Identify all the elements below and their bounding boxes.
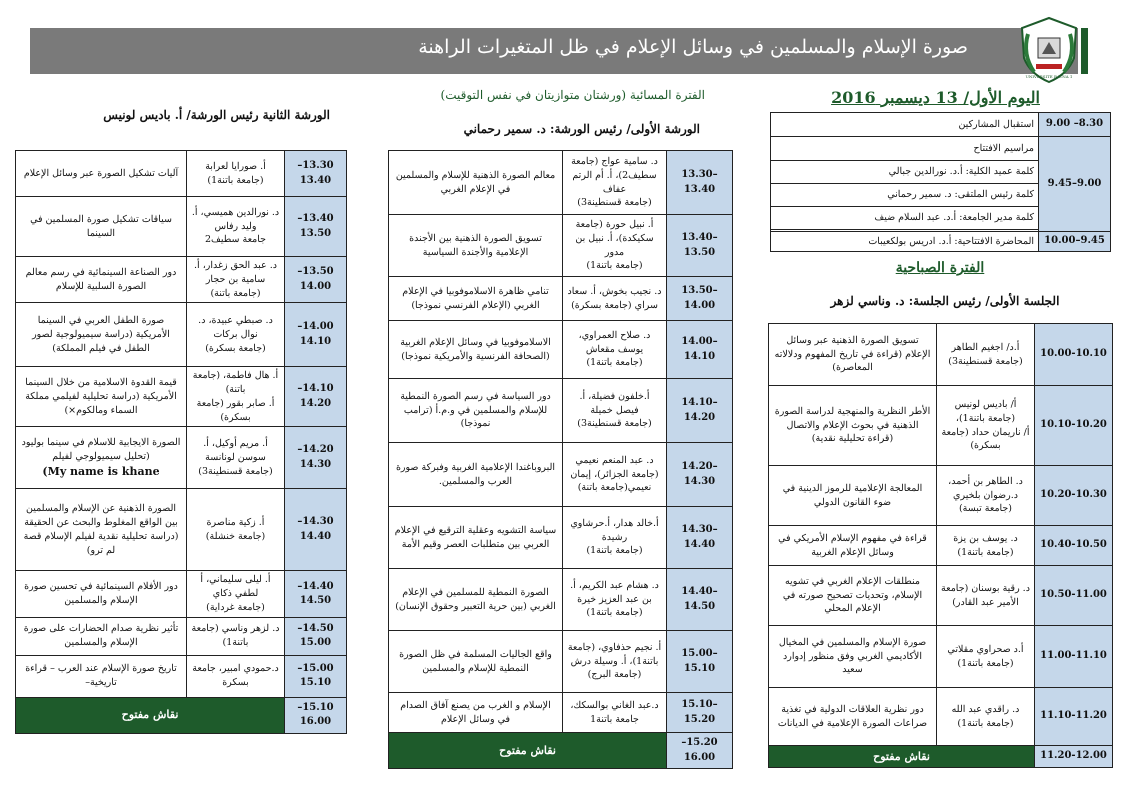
speaker-cell xyxy=(937,466,1035,526)
time-cell: 10.00-10.10 xyxy=(1035,324,1113,386)
speaker-name: أ. نبيل حورة (جامعة سكيكدة)، أ. نبيل بن مدور xyxy=(575,218,654,258)
speaker-name: د. صلاح العمراوي، يوسف مقعاش xyxy=(578,329,651,355)
speaker-name: د. سامية عواج (جامعة سطيف2)، أ. أم الرتم عفاف xyxy=(571,155,658,195)
time-cell xyxy=(285,655,347,697)
speaker-cell: د. راقدي عبد الله (جامعة باتنة1) xyxy=(937,688,1035,746)
topic-cell xyxy=(16,427,187,489)
opening-table xyxy=(770,112,1111,252)
university-logo xyxy=(1016,14,1082,86)
speaker-name: د. صبطي عبيدة، د. نوال بركات xyxy=(198,315,273,340)
speaker-affiliation: (جامعة باتنة1) xyxy=(586,260,643,272)
conference-title: صورة الإسلام والمسلمين في وسائل الإعلام في ظل المتغيرات الراهنة xyxy=(418,36,968,58)
time-cell: 11.20-12.00 xyxy=(1035,746,1113,768)
speaker-cell: د. رقية بوسنان (جامعة الأمير عبد القادر) xyxy=(937,566,1035,626)
time-end: 15.10 xyxy=(299,677,332,689)
speaker-name: أ.خالد هدار، أ.حرشاوي رشيدة xyxy=(570,517,659,543)
topic-cell: منطلقات الإعلام الغربي في تشويه الإسلام، وتحديات تصحيح صورته في الإعلام المحلي xyxy=(769,566,937,626)
time-start: 15.00– xyxy=(681,648,718,659)
time-start: –13.30 xyxy=(297,160,334,171)
time-start: –14.20 xyxy=(297,444,334,456)
time-end: 15.10 xyxy=(683,662,716,674)
speaker-cell: د. لزهر وناسي (جامعة باتنة1) xyxy=(187,617,285,655)
speaker-cell xyxy=(563,151,667,215)
accent-bar xyxy=(1081,28,1088,74)
speaker-cell xyxy=(563,631,667,693)
speaker-cell: أ.د صحراوي مقلاتي (جامعة باتنة1) xyxy=(937,626,1035,688)
time-cell: 9.45–10.00 xyxy=(1039,232,1111,252)
workshop1-table xyxy=(388,150,733,769)
time-end: 14.10 xyxy=(299,335,332,347)
workshop2-table xyxy=(15,150,347,734)
time-cell xyxy=(667,443,733,507)
opening-item: كلمة مدير الجامعة: أ.د. عبد السلام ضيف xyxy=(771,207,1039,230)
topic-cell: المعالجة الإعلامية للرموز الدينية في ضوء القانون الدولي xyxy=(769,466,937,526)
time-end: 15.20 xyxy=(683,713,716,725)
time-cell xyxy=(667,151,733,215)
speaker-cell xyxy=(937,386,1035,466)
topic-cell: دور الأفلام السينمائية في تحسين صورة الإسلام والمسلمين xyxy=(16,571,187,617)
topic-cell: صورة الطفل العربي في السينما الأمريكية (دراسة سيميولوجية لصور الطفل في فيلم المملكة) xyxy=(16,303,187,367)
speaker-name: د. نورالدين هميسي، أ. وليد رفاس xyxy=(191,206,280,232)
time-start: –14.40 xyxy=(297,580,334,592)
time-start: –14.00 xyxy=(297,321,334,333)
speaker-name: د. الطاهر بن أحمد، xyxy=(948,475,1023,487)
time-end: 15.00 xyxy=(299,637,332,649)
morning-title: الفترة الصباحية xyxy=(895,260,985,276)
time-cell xyxy=(667,569,733,631)
speaker-affiliation: (جامعة باتنة1) xyxy=(586,545,643,557)
speaker-name: أ/ باديس لونيس (جامعة باتنة1)، xyxy=(954,398,1017,424)
open-discussion: نقاش مفتوح xyxy=(16,697,285,733)
topic-cell: صورة الإسلام والمسلمين في المخيال الأكاديمي الغربي وفق منظور إدوارد سعيد xyxy=(769,626,937,688)
speaker-cell: د. هشام عبد الكريم، أ. بن عبد العزيز خيرة (جامعة باتنة1) xyxy=(563,569,667,631)
topic-cell: الأطر النظرية والمنهجية لدراسة الصورة الذهنية في بحوث الإعلام والاتصال (قراءة تحليلية نقدية) xyxy=(769,386,937,466)
time-end: 14.00 xyxy=(683,299,716,311)
time-cell xyxy=(667,215,733,277)
time-end: 13.50 xyxy=(299,227,332,239)
speaker-cell xyxy=(563,507,667,569)
time-cell xyxy=(285,617,347,655)
morning-table xyxy=(768,323,1113,768)
speaker-name: أ.خلفون فضيلة، أ. فيصل خميلة xyxy=(579,390,650,416)
time-cell xyxy=(285,367,347,427)
film-title: My name is khane) xyxy=(42,464,160,478)
header-banner xyxy=(30,28,1078,74)
speaker-affiliation: جامعة سطيف2 xyxy=(204,234,267,246)
speaker-cell xyxy=(563,215,667,277)
speaker-cell: د.حمودي امبير، جامعة بسكرة xyxy=(187,655,285,697)
time-cell: 11.10-11.20 xyxy=(1035,688,1113,746)
topic-cell: قراءة في مفهوم الإسلام الأمريكي في وسائل الإعلام الغربية xyxy=(769,526,937,566)
opening-item: استقبال المشاركين xyxy=(771,113,1039,137)
time-start: –13.40 xyxy=(297,213,334,224)
topic-cell: الإسلام و الغرب من يصنع آفاق الصدام في وسائل الإعلام xyxy=(389,693,563,733)
time-cell xyxy=(667,379,733,443)
time-end: 16.00 xyxy=(683,751,716,763)
time-start: –14.50 xyxy=(297,622,334,634)
time-cell: 10.40-10.50 xyxy=(1035,526,1113,566)
morning-session-head: الجلسة الأولى/ رئيس الجلسة: د. وناسي لزهر xyxy=(830,294,1060,308)
workshop1-head: الورشة الأولى/ رئيس الورشة: د. سمير رحماني xyxy=(463,122,700,136)
time-end: 14.40 xyxy=(683,538,716,550)
time-end: 14.50 xyxy=(299,595,332,606)
time-end: 14.40 xyxy=(299,530,332,542)
topic-cell: سياسة التشويه وعقلية الترقيع في الإعلام العربي بين متطلبات العصر وقيم الأمة xyxy=(389,507,563,569)
time-cell xyxy=(285,571,347,617)
time-start: –15.20 xyxy=(681,737,718,748)
opening-item: كلمة رئيس الملتقى: د. سمير رحماني xyxy=(771,184,1039,207)
speaker-affiliation: (جامعة خنشلة) xyxy=(205,530,266,542)
open-discussion: نقاش مفتوح xyxy=(769,746,1035,768)
topic-cell: الصورة الذهنية عن الإسلام والمسلمين بين الواقع المغلوط والبحث عن الحقيقة (دراسة تحليلية نقدية لفيلم الإسلام قصة لم ترو) xyxy=(16,489,187,571)
speaker-name: أ. نجيم حذفاوي، (جامعة باتنة1)، أ. وسيلة درش xyxy=(567,641,662,667)
topic-cell: آليات تشكيل الصورة عبر وسائل الإعلام xyxy=(16,151,187,197)
time-cell xyxy=(667,277,733,321)
time-end: 14.30 xyxy=(299,458,332,470)
speaker-cell xyxy=(563,379,667,443)
topic-text: الصورة الايجابية للاسلام في سينما بوليود (تحليل سيميولوجي لفيلم xyxy=(21,437,181,462)
speaker-cell xyxy=(187,571,285,617)
speaker-cell xyxy=(937,324,1035,386)
time-cell xyxy=(667,321,733,379)
speaker-cell: د. عبد الحق زغدار، أ. سامية بن حجار (جامعة باتنة) xyxy=(187,257,285,303)
speaker-name: أ. زكية مناصرة xyxy=(206,517,265,529)
time-start: 14.10– xyxy=(681,397,718,408)
speaker-cell xyxy=(187,197,285,257)
speaker-cell: د.عبد الغاني بوالسكك، جامعة باتنة1 xyxy=(563,693,667,733)
time-cell xyxy=(667,631,733,693)
speaker-affiliation: (جامعة قسنطينة3) xyxy=(198,465,273,477)
speaker-name: أ. هال فاطمة، (جامعة باتنة) xyxy=(192,370,279,396)
topic-cell: دور نظرية العلاقات الدولية في تغذية صراعات الصورة الإعلامية في الديانات xyxy=(769,688,937,746)
time-start: 14.40– xyxy=(681,586,718,597)
time-start: –15.10 xyxy=(297,701,334,713)
topic-cell: تأثير نظرية صدام الحضارات على صورة الإسلام والمسلمين xyxy=(16,617,187,655)
time-end: 13.40 xyxy=(299,174,332,186)
time-start: 13.30– xyxy=(681,169,718,180)
topic-cell: واقع الجاليات المسلمة في ظل الصورة النمطية للإسلام والمسلمين xyxy=(389,631,563,693)
speaker-name: أ/ ناريمان حداد (جامعة بسكرة) xyxy=(941,426,1030,452)
speaker-affiliation: (جامعة قسنطينة3) xyxy=(577,418,652,430)
speaker-name: أ. مريم أوكيل، أ. سوسن لونانسة xyxy=(203,438,268,463)
topic-cell: معالم الصورة الذهنية للإسلام والمسلمين في الإعلام الغربي xyxy=(389,151,563,215)
time-start: –13.50 xyxy=(297,266,334,278)
speaker-name: أ. ليلى سليماني، أ لطفي ذكاي xyxy=(200,574,271,600)
time-start: 14.30– xyxy=(681,524,718,535)
speaker-cell: أ. صورايا لعرابة (جامعة باتنة1) xyxy=(187,151,285,197)
speaker-cell xyxy=(563,321,667,379)
time-end: 13.50 xyxy=(683,246,716,258)
time-end: 14.00 xyxy=(299,280,332,292)
time-start: –15.00 xyxy=(297,662,334,674)
speaker-cell: د. يوسف بن يزة (جامعة باتنة1) xyxy=(937,526,1035,566)
time-end: 14.30 xyxy=(683,475,716,487)
opening-item: مراسيم الافتتاح xyxy=(771,137,1039,161)
workshop2-head: الورشة الثانية رئيس الورشة/ أ. باديس لونيس xyxy=(103,108,330,122)
time-cell xyxy=(667,507,733,569)
time-cell: 10.50-11.00 xyxy=(1035,566,1113,626)
time-end: 14.10 xyxy=(683,350,716,362)
time-cell xyxy=(285,427,347,489)
speaker-name: أ. صابر بقور (جامعة بسكرة) xyxy=(196,397,275,423)
speaker-affiliation: (جامعة باتنة1) xyxy=(586,357,643,369)
opening-item: المحاضرة الافتتاحية: أ.د. ادريس بولكعيبات xyxy=(771,232,1039,252)
time-end: 14.50 xyxy=(683,600,716,612)
time-start: –14.10 xyxy=(297,383,334,395)
time-cell xyxy=(285,257,347,303)
time-cell xyxy=(285,151,347,197)
topic-cell: تاريخ صورة الإسلام عند العرب – قراءة تاريخية– xyxy=(16,655,187,697)
topic-cell: البروباغندا الإعلامية الغربية وفبركة صورة العرب والمسلمين. xyxy=(389,443,563,507)
speaker-cell xyxy=(187,489,285,571)
speaker-cell xyxy=(187,303,285,367)
topic-cell: دور الصناعة السينمائية في رسم معالم الصورة السلبية للإسلام xyxy=(16,257,187,303)
time-start: 13.40– xyxy=(681,232,718,243)
speaker-affiliation: (جامعة قسنطينة3) xyxy=(577,197,652,209)
speaker-cell: د. نجيب بخوش، أ. سعاد سراي (جامعة بسكرة) xyxy=(563,277,667,321)
topic-cell: سياقات تشكيل صورة المسلمين في السينما xyxy=(16,197,187,257)
opening-item: كلمة عميد الكلية: أ.د. نورالدين جبالي xyxy=(771,161,1039,184)
topic-cell: دور السياسة في رسم الصورة النمطية للإسلام والمسلمين في و.م.أ (ترامب نموذجا) xyxy=(389,379,563,443)
time-cell xyxy=(667,693,733,733)
time-end: 13.40 xyxy=(683,183,716,195)
topic-cell: تسويق الصورة الذهنية عبر وسائل الإعلام (قراءة في تاريخ المفهوم ودلالاته المعاصرة) xyxy=(769,324,937,386)
day-title: اليوم الأول/ 13 ديسمبر 2016 xyxy=(831,88,1040,107)
topic-cell: الاسلاموفوبيا في وسائل الإعلام الغربية (الصحافة الفرنسية والأمريكية نموذجا) xyxy=(389,321,563,379)
time-cell: 9.00–9.45 xyxy=(1039,137,1111,232)
time-cell xyxy=(667,733,733,769)
time-cell: 10.10-10.20 xyxy=(1035,386,1113,466)
time-cell xyxy=(285,697,347,733)
time-cell xyxy=(285,489,347,571)
time-start: 14.00– xyxy=(681,336,718,347)
speaker-affiliation: (جامعة قسنطينة3) xyxy=(948,355,1023,367)
speaker-cell: د. عبد المنعم نعيمي (جامعة الجزائر)، إيمان نعيمي(جامعة باتنة) xyxy=(563,443,667,507)
speaker-name: د.رضوان بلخيري (جامعة تبسة) xyxy=(953,489,1018,515)
time-start: –14.30 xyxy=(297,516,334,528)
time-cell xyxy=(285,197,347,257)
speaker-cell xyxy=(187,427,285,489)
speaker-affiliation: (جامعة البرج) xyxy=(587,669,642,681)
time-start: 13.50– xyxy=(681,285,718,296)
evening-title: الفترة المسائية (ورشتان متوازيتان في نفس التوقيت) xyxy=(440,88,705,102)
time-start: 14.20– xyxy=(681,461,718,472)
time-end: 14.20 xyxy=(299,397,332,409)
svg-text:UNIVERSITE BATNA 1: UNIVERSITE BATNA 1 xyxy=(1025,74,1073,79)
time-cell: 10.20-10.30 xyxy=(1035,466,1113,526)
open-discussion: نقاش مفتوح xyxy=(389,733,667,769)
topic-cell: تنامي ظاهرة الاسلاموفوبيا في الإعلام الغربي (الإعلام الفرنسي نموذجا) xyxy=(389,277,563,321)
speaker-name: أ.د/ اجغيم الطاهر xyxy=(951,341,1020,353)
topic-cell: تسويق الصورة الذهنية بين الأجندة الإعلامية والأجندة السياسية xyxy=(389,215,563,277)
time-end: 14.20 xyxy=(683,411,716,423)
speaker-cell xyxy=(187,367,285,427)
speaker-affiliation: (جامعة بسكرة) xyxy=(205,342,266,354)
topic-cell: الصورة النمطية للمسلمين في الإعلام الغربي (بين حرية التعبير وحقوق الإنسان) xyxy=(389,569,563,631)
time-end: 16.00 xyxy=(299,716,332,728)
speaker-affiliation: (جامعة غرداية) xyxy=(206,601,265,613)
time-cell: 11.00-11.10 xyxy=(1035,626,1113,688)
time-cell: 8.30– 9.00 xyxy=(1039,113,1111,137)
topic-cell: قيمة القدوة الاسلامية من خلال السينما الأمريكية (دراسة تحليلية لفيلمي مملكة السماء ومالكوم×) xyxy=(16,367,187,427)
time-cell xyxy=(285,303,347,367)
time-start: 15.10– xyxy=(681,699,718,710)
